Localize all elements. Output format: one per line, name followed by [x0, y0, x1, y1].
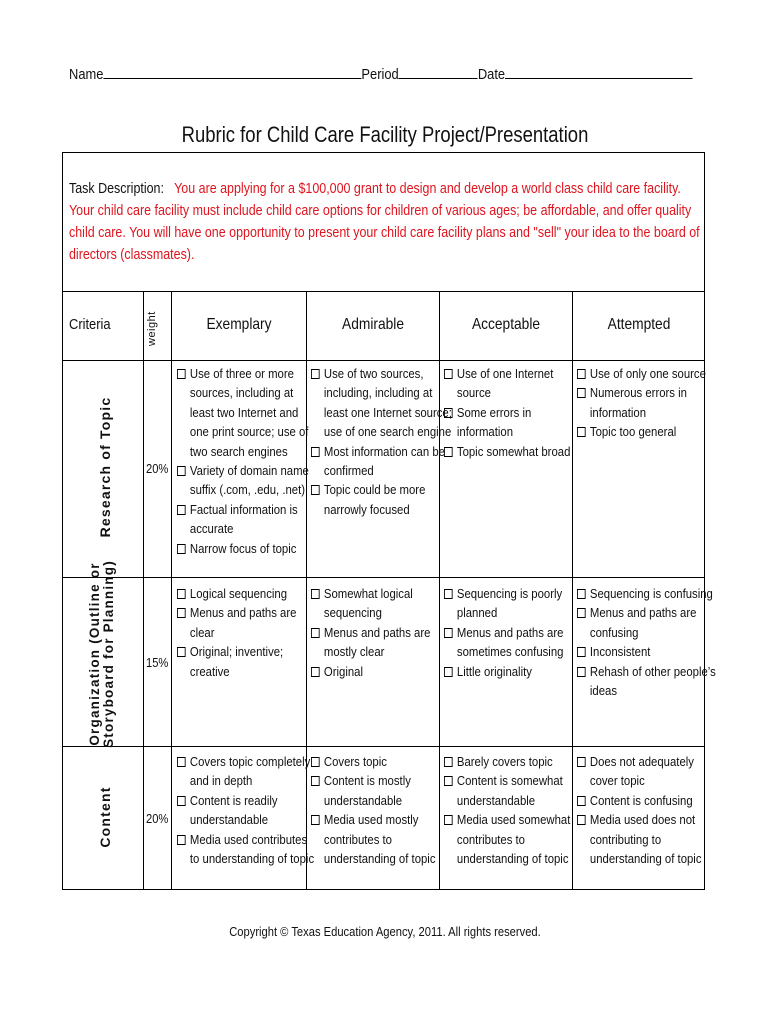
criteria-text: Use of two sources, including, including at least one Internet source; use of one search engine	[323, 366, 452, 440]
checkbox-icon[interactable]	[444, 628, 453, 638]
name-label: Name	[69, 66, 104, 83]
criteria-item	[311, 480, 453, 519]
criteria-item	[177, 642, 319, 681]
criteria-item	[444, 364, 586, 403]
checkbox-icon[interactable]	[311, 776, 320, 786]
row-label-research: Research of Topic	[97, 396, 113, 538]
divider	[143, 291, 144, 890]
task-description	[69, 178, 705, 266]
checkbox-icon[interactable]	[577, 369, 586, 379]
criteria-item	[444, 442, 586, 461]
document-title: Rubric for Child Care Facility Project/Presentation	[181, 122, 589, 147]
checkbox-icon[interactable]	[444, 589, 453, 599]
row-label-organization-text: Organization (Outline or Storyboard for Planning)	[87, 560, 116, 748]
criteria-text: Barely covers topic	[456, 754, 553, 769]
checkbox-icon[interactable]	[444, 408, 453, 418]
criteria-item	[577, 584, 719, 603]
criteria-text: Content is confusing	[589, 792, 693, 808]
checkbox-icon[interactable]	[577, 589, 586, 599]
criteria-text: Narrow focus of topic	[189, 540, 297, 556]
criteria-text: Original	[323, 663, 363, 679]
row-label-content: Content	[97, 786, 113, 848]
criteria-text: Variety of domain name suffix (.com, .edu, .net)	[189, 463, 309, 498]
criteria-text: Sequencing is poorly planned	[456, 586, 563, 621]
criteria-item	[311, 623, 453, 662]
date-label: Date	[477, 66, 506, 83]
checkbox-icon[interactable]	[577, 427, 586, 437]
checkbox-icon[interactable]	[311, 628, 320, 638]
checkbox-icon[interactable]	[577, 667, 586, 677]
criteria-item	[311, 364, 453, 442]
criteria-item	[577, 383, 719, 422]
checkbox-icon[interactable]	[177, 796, 186, 806]
criteria-item	[177, 500, 319, 539]
criteria-text: Menus and paths are confusing	[589, 605, 697, 640]
criteria-text: Original; inventive; creative	[189, 644, 284, 679]
criteria-text: Little originality	[456, 663, 532, 679]
name-blank[interactable]	[103, 64, 361, 79]
checkbox-icon[interactable]	[177, 608, 186, 618]
criteria-text: Media used contributes to understanding of topic	[189, 831, 315, 867]
criteria-text: Content is somewhat understandable	[456, 773, 563, 808]
checkbox-icon[interactable]	[311, 369, 320, 379]
divider	[62, 360, 705, 361]
column-header-attempted: Attempted	[607, 316, 671, 333]
criteria-item	[577, 422, 719, 441]
criteria-text: Menus and paths are sometimes confusing	[456, 624, 564, 660]
period-label: Period	[361, 66, 399, 83]
cell-row3-attempted	[577, 752, 742, 868]
criteria-item	[177, 603, 319, 642]
checkbox-icon[interactable]	[577, 796, 586, 806]
criteria-item	[177, 364, 319, 461]
criteria-text: Topic somewhat broad	[456, 443, 571, 459]
criteria-item	[577, 603, 719, 642]
criteria-item	[577, 791, 719, 810]
checkbox-icon[interactable]	[444, 776, 453, 786]
period-blank[interactable]	[399, 64, 478, 79]
criteria-text: Covers topic	[323, 754, 387, 769]
checkbox-icon[interactable]	[311, 667, 320, 677]
criteria-item	[444, 771, 586, 810]
criteria-list	[577, 364, 742, 442]
criteria-item	[444, 623, 586, 662]
cell-row2-attempted	[577, 584, 742, 700]
criteria-text: Most information can be confirmed	[323, 443, 445, 479]
weight-content: 20%	[146, 811, 169, 826]
checkbox-icon[interactable]	[444, 757, 453, 767]
checkbox-icon[interactable]	[577, 608, 586, 618]
criteria-item	[444, 403, 586, 442]
criteria-item	[311, 442, 453, 481]
criteria-item	[311, 752, 453, 771]
checkbox-icon[interactable]	[311, 757, 320, 767]
criteria-item	[311, 771, 453, 810]
column-header-acceptable: Acceptable	[471, 316, 541, 333]
criteria-text: Some errors in information	[456, 404, 532, 440]
criteria-text: Factual information is accurate	[189, 501, 298, 537]
criteria-text: Media used mostly contributes to understanding of topic	[323, 812, 436, 867]
checkbox-icon[interactable]	[177, 369, 186, 379]
checkbox-icon[interactable]	[177, 466, 186, 476]
checkbox-icon[interactable]	[177, 589, 186, 599]
checkbox-icon[interactable]	[311, 485, 320, 495]
cell-row1-attempted	[577, 364, 742, 442]
criteria-item	[577, 752, 719, 791]
criteria-item	[177, 830, 319, 869]
checkbox-icon[interactable]	[177, 835, 186, 845]
column-header-exemplary: Exemplary	[206, 316, 272, 333]
criteria-text: Content is readily understandable	[189, 792, 278, 828]
criteria-text: Content is mostly understandable	[323, 773, 411, 808]
criteria-item	[311, 810, 453, 868]
checkbox-icon[interactable]	[177, 757, 186, 767]
criteria-text: Menus and paths are clear	[189, 605, 297, 640]
date-blank[interactable]	[505, 64, 692, 79]
criteria-text: Topic too general	[589, 424, 677, 440]
divider	[62, 291, 705, 292]
criteria-item	[177, 539, 319, 558]
checkbox-icon[interactable]	[444, 815, 453, 825]
criteria-item	[577, 662, 719, 701]
criteria-text: Topic could be more narrowly focused	[323, 482, 426, 517]
divider	[62, 577, 705, 578]
criteria-text: Menus and paths are mostly clear	[323, 624, 431, 660]
criteria-text: Use of only one source	[589, 366, 706, 381]
criteria-item	[177, 752, 319, 791]
criteria-text: Media used does not contributing to understanding of topic	[589, 812, 702, 867]
criteria-item	[444, 810, 586, 868]
criteria-text: Use of three or more sources, including at least two Internet and one print source; use of two search engines	[189, 366, 309, 459]
checkbox-icon[interactable]	[444, 369, 453, 379]
criteria-text: Inconsistent	[589, 644, 651, 660]
criteria-text: Covers topic completely and in depth	[189, 754, 311, 789]
checkbox-icon[interactable]	[311, 589, 320, 599]
checkbox-icon[interactable]	[311, 447, 320, 457]
criteria-item	[577, 810, 719, 868]
column-header-admirable: Admirable	[342, 316, 404, 333]
checkbox-icon[interactable]	[311, 815, 320, 825]
criteria-text: Sequencing is confusing	[589, 586, 713, 601]
weight-header: weight	[146, 311, 158, 346]
row-label-organization	[88, 544, 116, 764]
weight-organization: 15%	[146, 655, 169, 670]
criteria-item	[177, 791, 319, 830]
criteria-text: Logical sequencing	[189, 586, 288, 601]
criteria-text: Rehash of other people’s ideas	[589, 663, 716, 699]
checkbox-icon[interactable]	[577, 815, 586, 825]
divider	[62, 746, 705, 747]
weight-research: 20%	[146, 461, 169, 476]
criteria-item	[577, 642, 719, 661]
copyright-notice: Copyright © Texas Education Agency, 2011. All rights reserved.	[229, 924, 541, 939]
criteria-list	[577, 752, 742, 868]
checkbox-icon[interactable]	[577, 647, 586, 657]
criteria-item	[177, 461, 319, 500]
criteria-item	[444, 752, 586, 771]
checkbox-icon[interactable]	[177, 647, 186, 657]
criteria-text: Numerous errors in information	[589, 385, 687, 420]
criteria-header: Criteria	[69, 316, 111, 333]
criteria-item	[311, 584, 453, 623]
criteria-text: Use of one Internet source	[456, 366, 554, 401]
checkbox-icon[interactable]	[577, 757, 586, 767]
criteria-item	[577, 364, 719, 383]
task-text: You are applying for a $100,000 grant to design and develop a world class child care facility. Your child care facility must include child care options for children of various ages; be affordable, and offer quality child care. You will have one opportunity to present your child care facility plans and "sell" your idea to the board of directors (classmates).	[69, 181, 700, 263]
criteria-list	[577, 584, 742, 700]
criteria-item	[177, 584, 319, 603]
criteria-item	[311, 662, 453, 681]
checkbox-icon[interactable]	[177, 544, 186, 554]
criteria-item	[444, 584, 586, 623]
student-info-line	[69, 64, 693, 83]
checkbox-icon[interactable]	[177, 505, 186, 515]
checkbox-icon[interactable]	[444, 667, 453, 677]
criteria-text: Media used somewhat contributes to understanding of topic	[456, 812, 571, 867]
criteria-text: Somewhat logical sequencing	[323, 586, 413, 621]
checkbox-icon[interactable]	[577, 388, 586, 398]
checkbox-icon[interactable]	[444, 447, 453, 457]
divider	[171, 291, 172, 890]
criteria-item	[444, 662, 586, 681]
criteria-text: Does not adequately cover topic	[589, 754, 694, 789]
task-label: Task Description:	[69, 181, 164, 197]
